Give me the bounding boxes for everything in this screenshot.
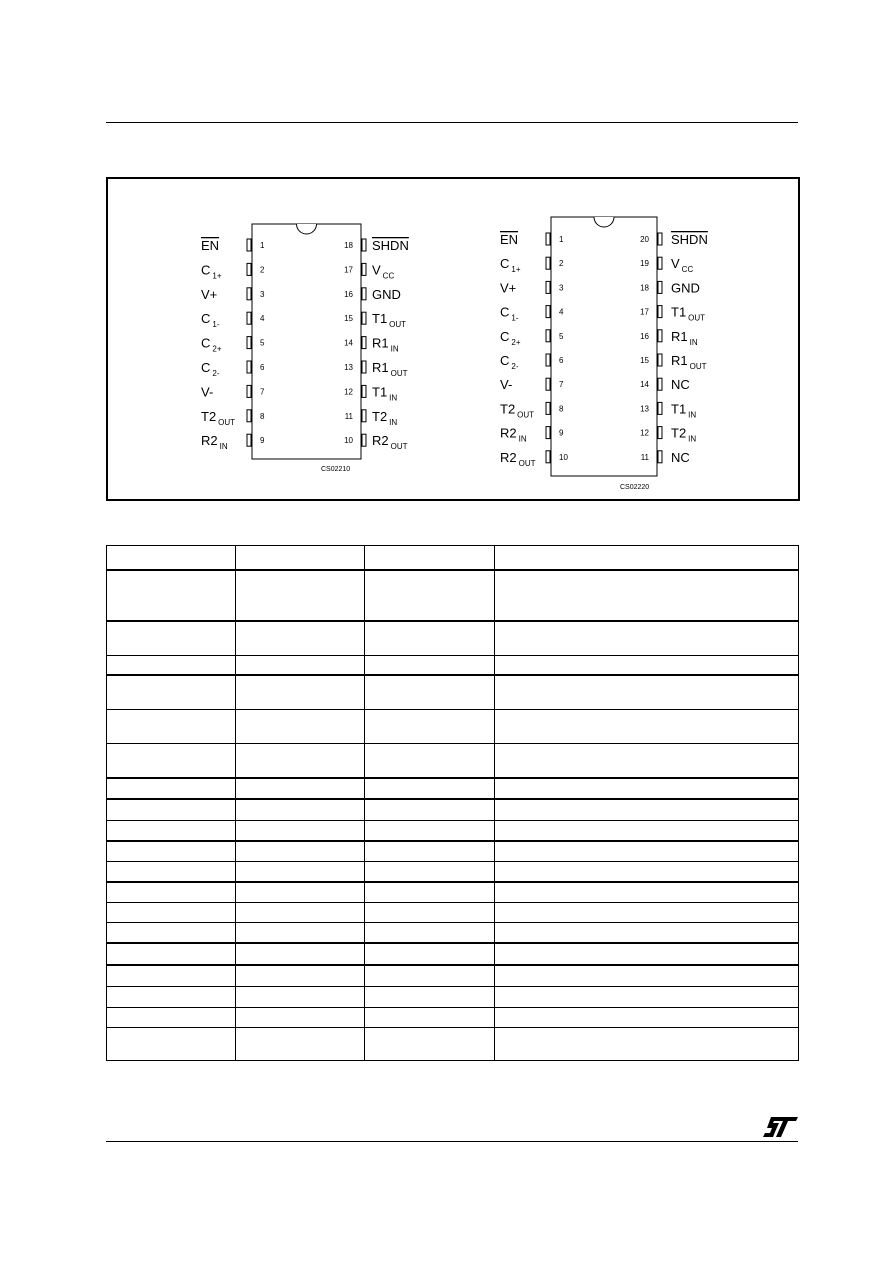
- pin-number: 1: [559, 235, 564, 244]
- footer-rule: [106, 1141, 798, 1142]
- table-cell: [495, 862, 799, 883]
- table-cell: [107, 943, 236, 965]
- table-row: [107, 965, 799, 987]
- table-row: [107, 799, 799, 821]
- table-cell: [107, 1008, 236, 1028]
- pin-number: 4: [559, 307, 564, 317]
- table-cell: [236, 744, 365, 779]
- table-cell: [365, 943, 495, 965]
- pin-label-right: T1 $_{IN}$: [372, 384, 398, 403]
- table-cell: [236, 862, 365, 883]
- table-cell: [236, 778, 365, 799]
- pin-label-left: C $_{1+}$: [201, 262, 222, 281]
- pin-number: 19: [640, 259, 649, 269]
- table-cell: [365, 546, 495, 571]
- table-cell: [107, 675, 236, 710]
- pin-lead-right: [362, 361, 366, 373]
- pin-number: 10: [344, 436, 353, 446]
- pin-number: 1: [260, 241, 265, 250]
- pin-number: 17: [640, 307, 649, 317]
- table-cell: [236, 621, 365, 656]
- pin-lead-left: [546, 378, 550, 390]
- table-cell: [495, 943, 799, 965]
- pin-number: 11: [640, 452, 649, 462]
- table-cell: [495, 656, 799, 676]
- pin-lead-right: [362, 385, 366, 397]
- pin-number: 5: [559, 331, 564, 341]
- table-cell: [107, 882, 236, 903]
- table-cell: [365, 862, 495, 883]
- table-row: [107, 841, 799, 862]
- table-cell: [495, 546, 799, 571]
- pin-lead-left: [247, 263, 251, 275]
- table-cell: [495, 841, 799, 862]
- table-cell: [236, 943, 365, 965]
- pin-lead-right: [658, 378, 662, 390]
- pin-lead-right: [362, 312, 366, 324]
- pin-label-right: NC: [671, 377, 690, 393]
- pin-label-left: C $_{2-}$: [201, 360, 220, 378]
- table-cell: [107, 841, 236, 862]
- table-cell: [236, 903, 365, 923]
- table-cell: [495, 903, 799, 923]
- pin-number: 20: [640, 235, 649, 244]
- table-row: [107, 1008, 799, 1028]
- pin-lead-right: [362, 410, 366, 422]
- table-cell: [107, 821, 236, 842]
- table-cell: [236, 1008, 365, 1028]
- pin-number: 15: [344, 314, 353, 324]
- table-cell: [365, 799, 495, 821]
- pin-description-table: [106, 545, 799, 1061]
- table-cell: [236, 570, 365, 621]
- pin-label-left: R2 $_{IN}$: [500, 425, 527, 444]
- package-code: CS02210: [321, 466, 351, 473]
- table-cell: [365, 656, 495, 676]
- table-cell: [495, 621, 799, 656]
- pin-label-left: C $_{2+}$: [500, 328, 521, 347]
- pin-lead-right: [362, 263, 366, 275]
- pin-lead-left: [247, 434, 251, 446]
- table-cell: [236, 675, 365, 710]
- table-cell: [107, 546, 236, 571]
- pin-number: 2: [260, 265, 265, 275]
- table-cell: [495, 675, 799, 710]
- table-row: [107, 987, 799, 1008]
- pin-lead-left: [546, 354, 550, 366]
- table-row: [107, 710, 799, 744]
- table-cell: [236, 656, 365, 676]
- pin-label-left: C $_{1-}$: [500, 304, 519, 323]
- pin-number: 14: [344, 338, 353, 348]
- table-cell: [495, 710, 799, 744]
- table-cell: [365, 903, 495, 923]
- table-row: [107, 621, 799, 656]
- pin-lead-left: [546, 306, 550, 318]
- pin-label-right: R1 $_{IN}$: [671, 328, 698, 347]
- pin-lead-left: [247, 385, 251, 397]
- pin-number: 12: [344, 387, 353, 397]
- pin-lead-left: [546, 427, 550, 439]
- pin-lead-left: [247, 239, 251, 251]
- pin-lead-right: [362, 288, 366, 300]
- pin-lead-left: [247, 288, 251, 300]
- table-cell: [365, 1008, 495, 1028]
- pin-label-right: R2 $_{OUT}$: [372, 433, 408, 452]
- table-cell: [365, 778, 495, 799]
- table-cell: [107, 1028, 236, 1061]
- table-row: [107, 778, 799, 799]
- table-cell: [107, 656, 236, 676]
- table-cell: [495, 799, 799, 821]
- pin-lead-left: [247, 361, 251, 373]
- pin-lead-left: [247, 312, 251, 324]
- pin-configuration-diagram: [108, 179, 798, 499]
- table-row: [107, 570, 799, 621]
- pin-label-right: T2 $_{IN}$: [372, 408, 398, 427]
- pin-number: 18: [344, 241, 353, 250]
- pin-label-right: T1 $_{OUT}$: [671, 304, 706, 323]
- pin-label-right: R1 $_{IN}$: [372, 335, 399, 354]
- pin-number: 13: [640, 404, 649, 414]
- table-cell: [365, 1028, 495, 1061]
- table-cell: [107, 965, 236, 987]
- table-header-row: [107, 546, 799, 571]
- table-cell: [495, 778, 799, 799]
- table-cell: [365, 987, 495, 1008]
- table-cell: [495, 882, 799, 903]
- table-cell: [236, 799, 365, 821]
- pin-lead-right: [362, 434, 366, 446]
- table-cell: [236, 710, 365, 744]
- table-cell: [365, 841, 495, 862]
- pin-label-right: T1 $_{IN}$: [671, 401, 697, 420]
- pin-number: 17: [344, 265, 353, 275]
- table-cell: [495, 821, 799, 842]
- table-cell: [495, 987, 799, 1008]
- table-cell: [107, 923, 236, 944]
- pin-number: 7: [559, 380, 564, 390]
- pin-lead-right: [658, 402, 662, 414]
- table-cell: [236, 1028, 365, 1061]
- pin-lead-right: [658, 257, 662, 269]
- table-cell: [236, 841, 365, 862]
- pin-label-right: T2 $_{IN}$: [671, 425, 697, 444]
- pin-lead-right: [658, 306, 662, 318]
- table-cell: [495, 570, 799, 621]
- table-cell: [107, 987, 236, 1008]
- pin-number: 12: [640, 428, 649, 438]
- pin-label-right: NC: [671, 449, 690, 465]
- pin-number: 16: [640, 331, 649, 341]
- pin-label-left: T2 $_{OUT}$: [500, 401, 535, 420]
- pin-lead-left: [546, 233, 550, 245]
- pin-number: 8: [559, 404, 564, 414]
- pin-label-left: V-: [201, 384, 214, 400]
- table-cell: [365, 621, 495, 656]
- pin-label-right: T1 $_{OUT}$: [372, 311, 407, 330]
- table-cell: [365, 710, 495, 744]
- pin-label-left: V+: [201, 286, 218, 302]
- pin-label-right: V $_{CC}$: [372, 262, 395, 281]
- table-cell: [495, 965, 799, 987]
- table-row: [107, 744, 799, 779]
- pin-label-left: C $_{1-}$: [201, 311, 220, 330]
- pin-label-right: GND: [671, 280, 700, 296]
- pin-number: 9: [260, 436, 265, 446]
- pin-configuration-frame: [106, 177, 800, 501]
- pin-number: 8: [260, 411, 265, 421]
- table-cell: [236, 882, 365, 903]
- pin-lead-left: [247, 410, 251, 422]
- pin-label-right: R1 $_{OUT}$: [372, 360, 408, 378]
- pin-label-left: V-: [500, 377, 513, 393]
- pin-label-right: R1 $_{OUT}$: [671, 353, 707, 371]
- pin-lead-right: [658, 427, 662, 439]
- table-cell: [365, 882, 495, 903]
- pin-lead-left: [247, 337, 251, 349]
- pin-number: 16: [344, 289, 353, 299]
- pin-number: 9: [559, 428, 564, 438]
- pin-number: 18: [640, 283, 649, 293]
- pin-lead-right: [658, 233, 662, 245]
- pin-label-left: R2 $_{IN}$: [201, 433, 228, 452]
- pin-number: 2: [559, 259, 564, 269]
- pin-number: 6: [559, 356, 564, 365]
- table-cell: [236, 546, 365, 571]
- table-cell: [107, 621, 236, 656]
- pin-number: 3: [260, 289, 265, 299]
- pin-label-left: C $_{2-}$: [500, 353, 519, 371]
- table-cell: [365, 570, 495, 621]
- pin-label-right: GND: [372, 286, 401, 302]
- pin-lead-left: [546, 281, 550, 293]
- table-row: [107, 675, 799, 710]
- pin-lead-left: [546, 451, 550, 463]
- table-row: [107, 862, 799, 883]
- table-cell: [107, 710, 236, 744]
- table-row: [107, 903, 799, 923]
- pin-number: 14: [640, 380, 649, 390]
- pin-lead-right: [658, 354, 662, 366]
- table-cell: [236, 821, 365, 842]
- pin-number: 7: [260, 387, 265, 397]
- table-cell: [365, 675, 495, 710]
- pin-label-left: R2 $_{OUT}$: [500, 449, 536, 468]
- pin-label-left: T2 $_{OUT}$: [201, 408, 236, 427]
- pin-number: 10: [559, 452, 568, 462]
- pin-lead-left: [546, 402, 550, 414]
- table-cell: [495, 1028, 799, 1061]
- table-cell: [236, 965, 365, 987]
- table-cell: [107, 903, 236, 923]
- pin-label-left: EN: [500, 232, 519, 247]
- pin-number: 4: [260, 314, 265, 324]
- table-cell: [495, 1008, 799, 1028]
- table-row: [107, 821, 799, 842]
- pin-number: 13: [344, 363, 353, 372]
- table-row: [107, 923, 799, 944]
- table-cell: [365, 821, 495, 842]
- st-logo: [762, 1116, 800, 1138]
- pin-label-left: C $_{1+}$: [500, 256, 521, 275]
- table-cell: [107, 862, 236, 883]
- pin-label-left: EN: [201, 238, 220, 253]
- pin-label-right: SHDN: [671, 232, 708, 247]
- pin-number: 3: [559, 283, 564, 293]
- pin-lead-right: [658, 281, 662, 293]
- table-cell: [236, 987, 365, 1008]
- pin-label-left: C $_{2+}$: [201, 335, 222, 354]
- pin-label-right: SHDN: [372, 238, 409, 253]
- pin-label-left: V+: [500, 280, 517, 296]
- table-row: [107, 656, 799, 676]
- table-cell: [495, 744, 799, 779]
- table-cell: [236, 923, 365, 944]
- table-cell: [365, 923, 495, 944]
- pin-lead-right: [658, 330, 662, 342]
- pin-lead-right: [658, 451, 662, 463]
- table-cell: [107, 744, 236, 779]
- package-code: CS02220: [620, 484, 650, 491]
- table-row: [107, 882, 799, 903]
- pin-number: 6: [260, 363, 265, 372]
- pin-number: 5: [260, 338, 265, 348]
- pin-lead-left: [546, 257, 550, 269]
- header-rule: [106, 122, 798, 123]
- table-cell: [107, 570, 236, 621]
- table-cell: [365, 965, 495, 987]
- pin-lead-right: [362, 337, 366, 349]
- table-cell: [365, 744, 495, 779]
- pin-label-right: V $_{CC}$: [671, 256, 694, 275]
- table-cell: [107, 799, 236, 821]
- table-cell: [107, 778, 236, 799]
- table-row: [107, 943, 799, 965]
- table-cell: [495, 923, 799, 944]
- pin-lead-left: [546, 330, 550, 342]
- pin-lead-right: [362, 239, 366, 251]
- table-row: [107, 1028, 799, 1061]
- pin-number: 15: [640, 356, 649, 365]
- pin-number: 11: [344, 411, 353, 421]
